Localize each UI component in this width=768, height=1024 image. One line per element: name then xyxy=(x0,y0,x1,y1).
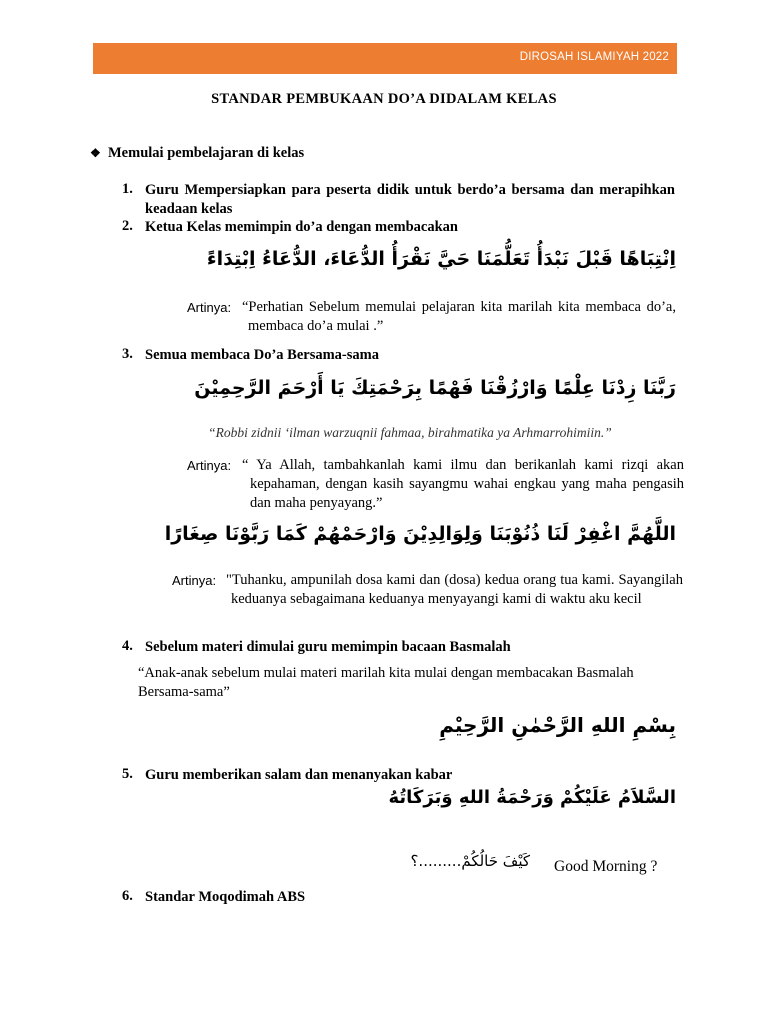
transliteration: “Robbi zidnii ‘ilman warzuqnii fahmaa, birahmatika ya Arhmarrohimiin.” xyxy=(208,425,612,440)
page-title: STANDAR PEMBUKAAN DO’A DIDALAM KELAS xyxy=(211,91,557,107)
artinya-label: Artinya: xyxy=(172,573,217,588)
item-1-text: Guru Mempersiapkan para peserta didik untuk berdo’a bersama dan merapihkan keadaan kelas xyxy=(145,182,675,217)
list-number-5: 5. xyxy=(122,766,133,782)
section-label: Memulai pembelajaran di kelas xyxy=(108,145,305,161)
artinya-text: “ Ya Allah, tambahkanlah kami ilmu dan berikanlah kami rizqi akan kepahaman, dengan kasih sayangmu wahai engkau yang maha pengasih dan maha penyayang.” xyxy=(242,457,684,511)
artinya-label: Artinya: xyxy=(187,458,232,473)
arabic-opening-call: اِنْتِبَاهًا قَبْلَ نَبْدَأُ تَعَلُّمَنَا حَيَّ نَقْرَأُ الدُّعَاءَ، الدُّعَاءُ اِبْتِدَاءً xyxy=(206,248,676,270)
list-number-1: 1. xyxy=(122,181,133,197)
list-number-2: 2. xyxy=(122,218,133,234)
arabic-basmalah: بِسْمِ اللهِ الرَّحْمٰنِ الرَّحِيْمِ xyxy=(439,713,676,737)
diamond-bullet-icon: ❖ xyxy=(90,146,101,160)
arabic-prayer-parents: اللَّهُمَّ اغْفِرْ لَنَا ذُنُوْبَنَا وَلِوَالِدِيْنَ وَارْحَمْهُمْ كَمَا رَبَّوْنَا صِغَارًا xyxy=(164,523,676,545)
arabic-how-are-you: كَيْفَ حَالُكُمْ.........؟ xyxy=(410,852,530,870)
arabic-salam: السَّلاَمُ عَلَيْكُمْ وَرَحْمَةُ اللهِ وَبَرَكَاتُهُ xyxy=(388,787,676,808)
item-4-text: Sebelum materi dimulai guru memimpin bacaan Basmalah xyxy=(145,639,511,655)
header-bar xyxy=(93,43,677,74)
artinya-text: “Perhatian Sebelum memulai pelajaran kita marilah kita membaca do’a, membaca do’a mulai .” xyxy=(242,299,676,334)
item-2-text: Ketua Kelas memimpin do’a dengan membacakan xyxy=(145,219,458,235)
item-3-text: Semua membaca Do’a Bersama-sama xyxy=(145,347,379,363)
header-label: DIROSAH ISLAMIYAH 2022 xyxy=(519,51,669,63)
greeting-english: Good Morning ? xyxy=(554,858,658,875)
basmalah-invitation: “Anak-anak sebelum mulai materi marilah kita mulai dengan membacakan Basmalah Bersama-sama” xyxy=(138,665,634,700)
artinya-text: "Tuhanku, ampunilah dosa kami dan (dosa) kedua orang tua kami. Sayangilah keduanya sebagaimana keduanya menyayangi kami di waktu aku kecil xyxy=(226,572,683,607)
list-number-6: 6. xyxy=(122,888,133,904)
item-6-text: Standar Moqodimah ABS xyxy=(145,889,306,905)
item-5-text: Guru memberikan salam dan menanyakan kabar xyxy=(145,767,453,783)
list-number-3: 3. xyxy=(122,346,133,362)
list-number-4: 4. xyxy=(122,638,133,654)
section-heading xyxy=(90,145,304,162)
artinya-label: Artinya: xyxy=(187,300,232,315)
arabic-prayer-knowledge: رَبَّنَا زِدْنَا عِلْمًا وَارْزُقْنَا فَهْمًا بِرَحْمَتِكَ يَا أَرْحَمَ الرَّحِمِيْنَ xyxy=(194,377,676,399)
